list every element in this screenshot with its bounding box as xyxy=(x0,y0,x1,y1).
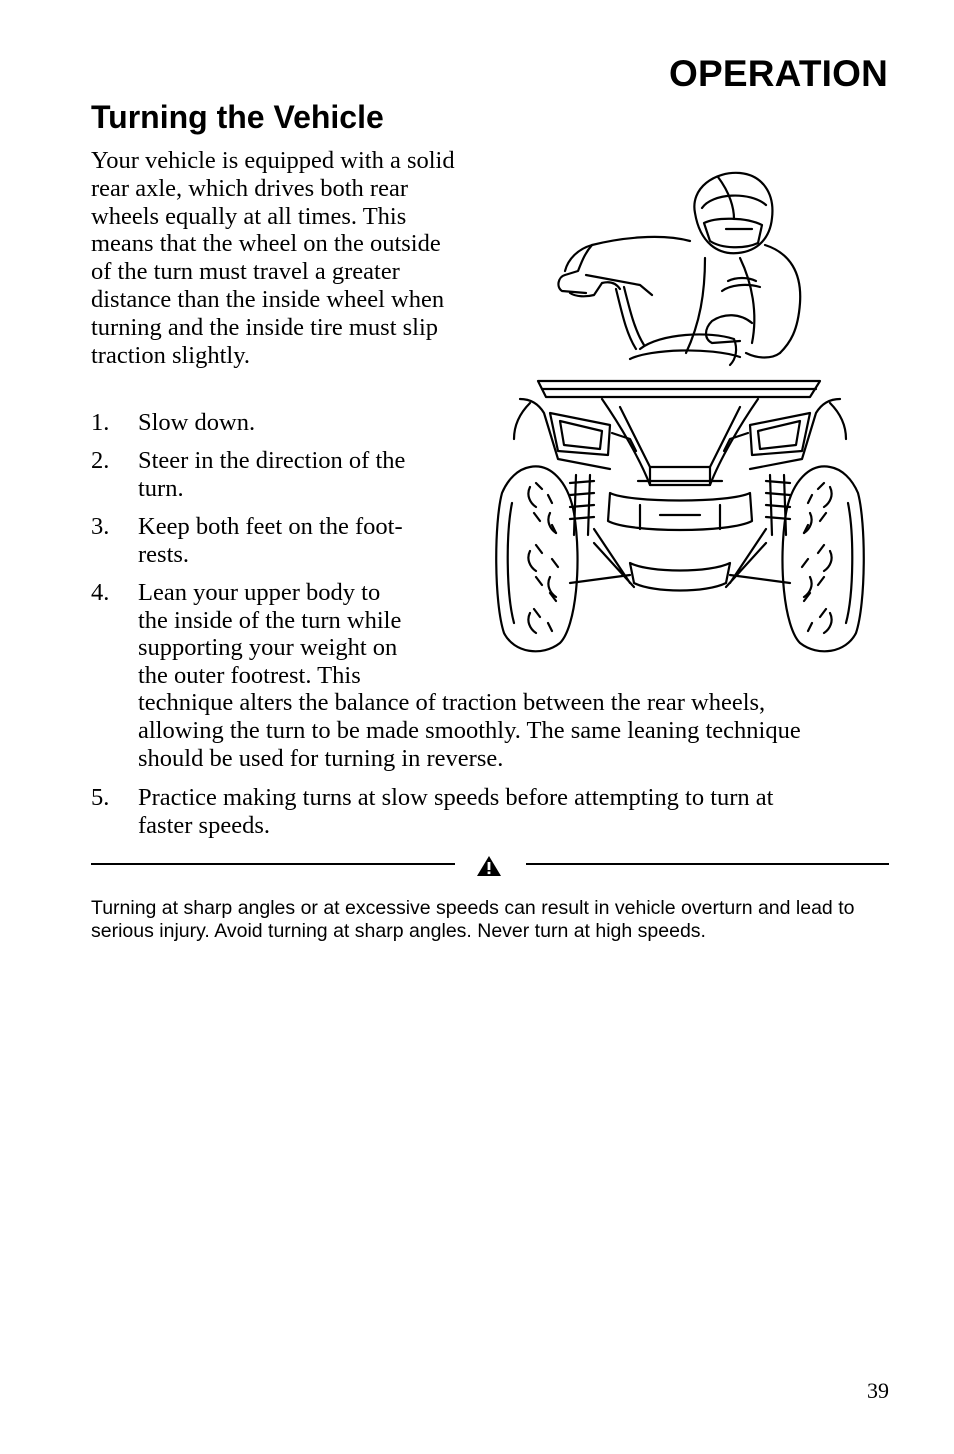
step-text-line: Lean your upper body to xyxy=(138,579,381,606)
step-number: 4. xyxy=(91,579,110,606)
section-header: OPERATION xyxy=(668,53,888,94)
page-number: 39 xyxy=(867,1378,889,1403)
step-text-line: Keep both feet on the foot- xyxy=(138,513,403,540)
warning-text: Turning at sharp angles or at excessive speeds can result in vehicle overturn and lead to serious injury. Avoid turning at sharp angles. Never turn at high speeds. xyxy=(91,897,855,942)
page-title: Turning the Vehicle xyxy=(91,99,384,135)
step-text-line: allowing the turn to be made smoothly. The same leaning technique xyxy=(138,717,801,744)
step-text-line: turn. xyxy=(138,475,184,502)
step-text-line: should be used for turning in reverse. xyxy=(138,745,504,772)
step-text-line: Steer in the direction of the xyxy=(138,447,406,474)
step-number: 1. xyxy=(91,409,110,436)
warning-triangle-icon xyxy=(476,855,502,877)
atv-rider-illustration xyxy=(490,163,870,663)
step-text-line: rests. xyxy=(138,541,190,568)
step-text-line: the inside of the turn while xyxy=(138,607,402,634)
warning-rule-right xyxy=(526,863,889,865)
step-text-line: technique alters the balance of traction between the rear wheels, xyxy=(138,689,766,716)
step-text-line: Practice making turns at slow speeds before attempting to turn at xyxy=(138,784,774,811)
step-number: 3. xyxy=(91,513,110,540)
step-text-line: Slow down. xyxy=(138,409,256,436)
step-text-line: supporting your weight on xyxy=(138,634,398,661)
intro-paragraph: Your vehicle is equipped with a solid rear axle, which drives both rear wheels equally at all times. This means that the wheel on the outside of the turn must travel a greater distance than the inside wheel when turning and the inside tire must slip traction slightly. xyxy=(91,147,455,369)
step-number: 5. xyxy=(91,784,110,811)
warning-rule-left xyxy=(91,863,455,865)
step-text-line: faster speeds. xyxy=(138,812,270,839)
step-text-line: the outer footrest. This xyxy=(138,662,361,689)
step-number: 2. xyxy=(91,447,110,474)
